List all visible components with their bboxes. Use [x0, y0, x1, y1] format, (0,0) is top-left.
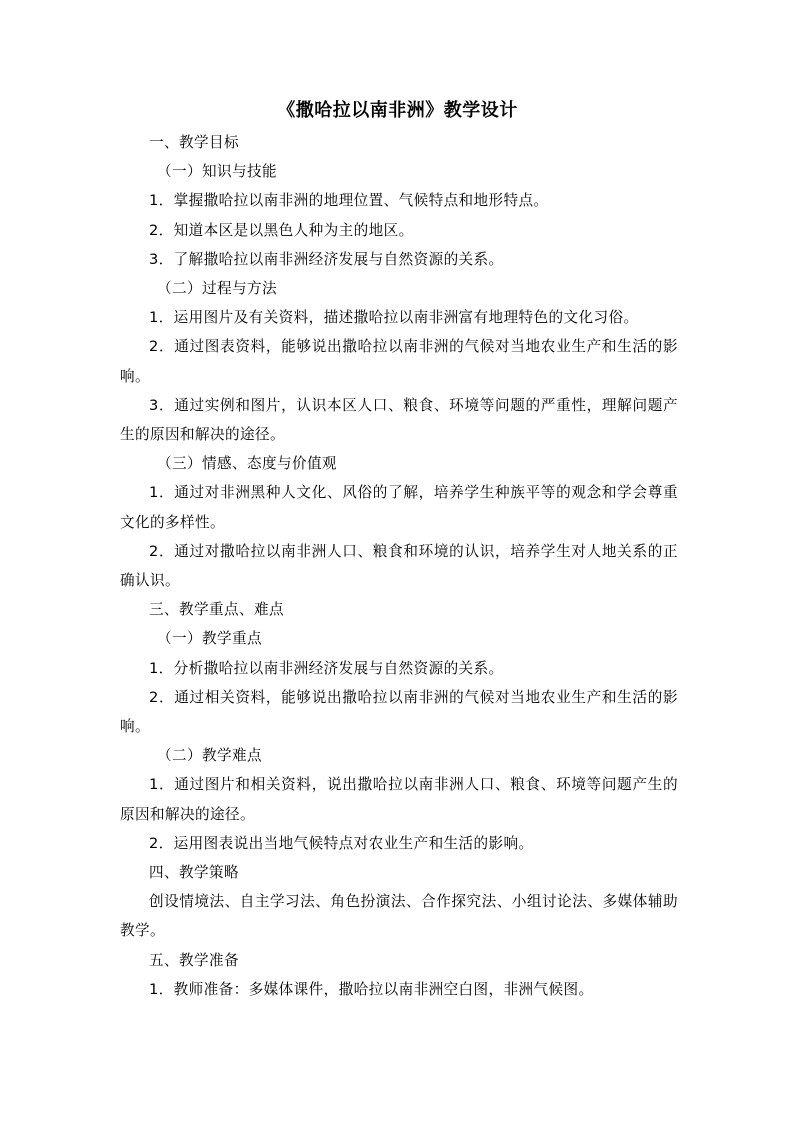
subsection-heading: （一）知识与技能: [157, 163, 277, 181]
subsection-heading: （三）情感、态度与价值观: [157, 455, 337, 473]
subsection-heading: （一）教学重点: [157, 630, 262, 648]
paragraph: 2．运用图表说出当地气候特点对农业生产和生活的影响。: [149, 834, 534, 852]
paragraph: 1．通过图片和相关资料，说出撒哈拉以南非洲人口、粮食、环境等问题产生的原因和解决的途径。: [120, 776, 678, 823]
subsection-heading: （二）过程与方法: [157, 280, 277, 298]
paragraph: 1．掌握撒哈拉以南非洲的地理位置、气候特点和地形特点。: [149, 192, 549, 210]
paragraph: 1．通过对非洲黑种人文化、风俗的了解，培养学生种族平等的观念和学会尊重文化的多样性。: [120, 484, 678, 531]
paragraph: 3．了解撒哈拉以南非洲经济发展与自然资源的关系。: [149, 250, 504, 268]
paragraph: 1．分析撒哈拉以南非洲经济发展与自然资源的关系。: [149, 659, 504, 677]
paragraph: 3．通过实例和图片，认识本区人口、粮食、环境等问题的严重性，理解问题产生的原因和解决的途径。: [120, 396, 678, 444]
document-title: 《撒哈拉以南非洲》教学设计: [277, 100, 518, 121]
paragraph: 1．运用图片及有关资料，描述撒哈拉以南非洲富有地理特色的文化习俗。: [149, 309, 639, 327]
paragraph: 2．通过相关资料，能够说出撒哈拉以南非洲的气候对当地农业生产和生活的影响。: [120, 688, 678, 736]
paragraph: 2．通过对撒哈拉以南非洲人口、粮食和环境的认识，培养学生对人地关系的正确认识。: [120, 542, 678, 590]
paragraph: 2．通过图表资料，能够说出撒哈拉以南非洲的气候对当地农业生产和生活的影响。: [120, 338, 678, 385]
paragraph: 1．教师准备：多媒体课件，撒哈拉以南非洲空白图，非洲气候图。: [149, 980, 594, 998]
paragraph: 创设情境法、自主学习法、角色扮演法、合作探究法、小组讨论法、多媒体辅助教学。: [120, 893, 678, 940]
section-heading: 四、教学策略: [149, 864, 239, 882]
document-body: [120, 128, 678, 1004]
section-heading: 一、教学目标: [149, 134, 239, 151]
paragraph: 2．知道本区是以黑色人种为主的地区。: [149, 221, 414, 239]
section-heading: 三、教学重点、难点: [149, 601, 284, 619]
section-heading: 五、教学准备: [149, 951, 239, 969]
subsection-heading: （二）教学难点: [157, 747, 262, 765]
